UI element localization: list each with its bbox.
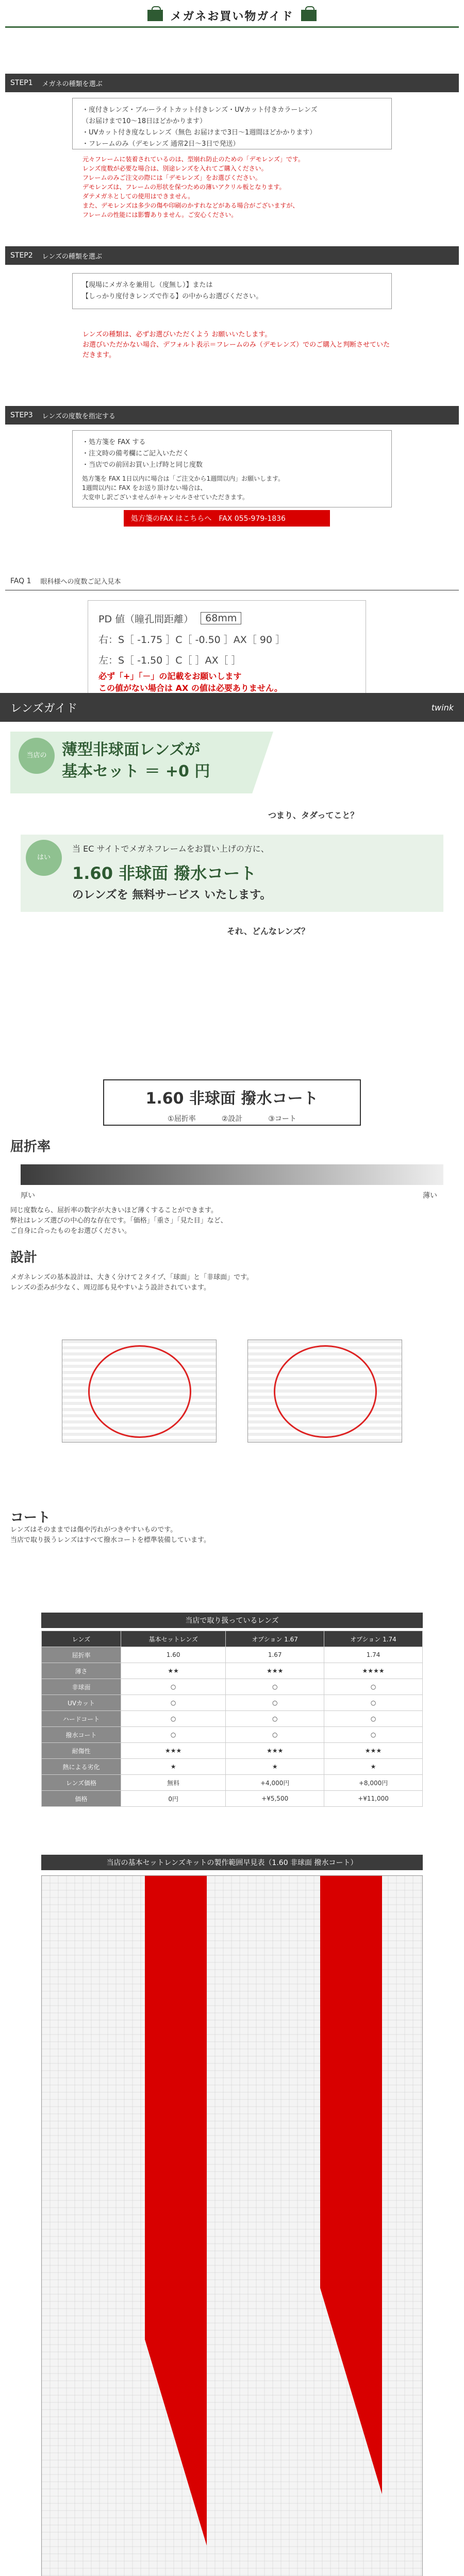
sec2-title: 設計 <box>10 1250 38 1265</box>
line: ・UVカット付き度なしレンズ（無色 お届けまで3日〜1週間ほどかかります） <box>82 129 317 137</box>
faq1-header: FAQ 1 眼科様への度数ご記入見本 <box>5 572 459 590</box>
sphere-demo <box>62 1340 217 1443</box>
coat-box: 1.60 非球面 撥水コート ①屈折率 ②設計 ③コート <box>103 1079 361 1126</box>
step-label: メガネの種類を選ぶ <box>42 80 103 88</box>
bubble-yes: はい <box>26 840 62 876</box>
bag-icon <box>147 10 163 21</box>
step-tag: STEP1 <box>10 79 33 87</box>
step3-header: STEP3 レンズの度数を指定する <box>5 406 459 425</box>
index-gradient <box>21 1164 443 1185</box>
q2: それ、どんなレンズ？ <box>227 926 310 936</box>
banner-text: 薄型非球面レンズが 基本セット ＝ +0 円 <box>62 741 210 781</box>
pd-sample: PD 値（瞳孔間距離） 68mm 右：S［ -1.75 ］C［ -0.50 ］AX［ 90 ］ 左：S［ -1.50 ］C［ ］AX［ ］ 必ず「+」「－」の記載をお願いします この値がない場合は AX の値は必要ありません。 <box>88 600 366 714</box>
sec3-text: レンズはそのままでは傷や汚れがつきやすいものです。 当店で取り扱うレンズはすべて撥水コートを標準装備しています。 <box>10 1526 210 1544</box>
step1-header <box>5 74 459 92</box>
q1: つまり、タダってこと？ <box>268 810 359 820</box>
range-grid <box>41 1875 423 2576</box>
step1-red: 元々フレームに装着されているのは、型崩れ防止のための「デモレンズ」です。 レンズ度数が必要な場合は、別途レンズを入れてご購入ください。 フレームのみご注文の際には「デモレンズ」をお選びください。 デモレンズは、フレームの形状を保つための薄いアクリル板となります。 ダテメガネとしての使用はできません。 また、デモレンズは多少の傷や印刷のかすれなどがある場合がございますが、 フレームの性能には影響ありません。ご安心ください。 <box>82 156 304 218</box>
spec-title: 当店で取り扱っているレンズ <box>41 1613 423 1628</box>
page-title <box>0 0 464 31</box>
step2-header: STEP2 レンズの種類を選ぶ <box>5 246 459 265</box>
sec3-title: コート <box>10 1510 51 1526</box>
sec1-title: 屈折率 <box>10 1139 51 1155</box>
range-grid-svg <box>42 1876 422 2576</box>
lens-guide-header: レンズガイド twink <box>0 693 464 722</box>
fax-banner[interactable]: 処方箋のFAX はこちらへ FAX 055-979-1836 <box>124 510 330 527</box>
title-rule <box>5 26 459 28</box>
bubble-shop: 当店の <box>19 738 55 774</box>
spec-table: レンズ 基本セットレンズ オプション 1.67 オプション 1.74 屈折率 1.60 1.67 1.74 薄さ ★★ ★★★ ★★★★ 非球面 ○ ○ ○ UVカット ○ ○ ○ ハードコート ○ ○ ○ 撥水コート ○ ○ ○ 耐傷性 ★★★ ★★★ ★★★ 熱による劣化 ★ ★ ★ レンズ価格 無料 +4,000円 +8,000円 価格 0円 +¥5,500 +¥11,000 <box>41 1631 423 1807</box>
line: （お届けまで10〜18日ほどかかります） <box>82 117 207 125</box>
step1-box <box>72 98 392 149</box>
line: ・フレームのみ（デモレンズ 通常2日〜3日で発送） <box>82 140 240 148</box>
aspheric-demo <box>247 1340 402 1443</box>
step2-box: 【現場にメガネを兼用し（度無し）】または 【しっかり度付きレンズで作る】の中からお選びください。 <box>72 273 392 309</box>
answer-pre: 当 EC サイトでメガネフレームをお買い上げの方に、 <box>72 844 269 854</box>
answer-main: 1.60 非球面 撥水コート <box>72 863 257 883</box>
pd-left: 左：S［ -1.50 ］C［ ］AX［ ］ <box>98 654 241 666</box>
title-text: メガネお買い物ガイド <box>170 10 294 23</box>
sec1-text: 同じ度数なら、屈折率の数字が大きいほど薄くすることができます。 弊社はレンズ選びの中心的な存在です。「価格」「重さ」「見た目」など、 ご自身に合ったものをお選びください。 <box>10 1207 227 1235</box>
answer-sub: のレンズを 無料サービス いたします。 <box>72 889 272 902</box>
bag-icon <box>301 10 317 21</box>
step2-red: レンズの種類は、必ずお選びいただくよう お願いいたします。 お選びいただかない場合、デフォルト表示＝フレームのみ（デモレンズ）でのご購入と判断させていただきます。 <box>82 331 390 359</box>
pd-right: 右：S［ -1.75 ］C［ -0.50 ］AX［ 90 ］ <box>98 634 286 646</box>
grid-title: 当店の基本セットレンズキットの製作範囲早見表（1.60 非球面 撥水コート） <box>41 1855 423 1870</box>
line: ・度付きレンズ・ブルーライトカット付きレンズ・UVカット付きカラーレンズ <box>82 106 318 114</box>
sec2-text: メガネレンズの基本設計は、大きく分けて２タイプ、「球面」と「非球面」です。 レンズの歪みが少なく、周辺部も見やすいよう設計されています。 <box>10 1274 254 1292</box>
step3-box: ・処方箋を FAX する ・注文時の備考欄にご記入いただく ・当店での前回お買い上げ時と同じ度数 処方箋を FAX 1日以内に場合は「ご注文から1週間以内」お願いします。 1週間以内に FAX をお送り頂けない場合は、 大変申し訳ございませんがキャンセルさせていただきます。 <box>72 430 392 507</box>
